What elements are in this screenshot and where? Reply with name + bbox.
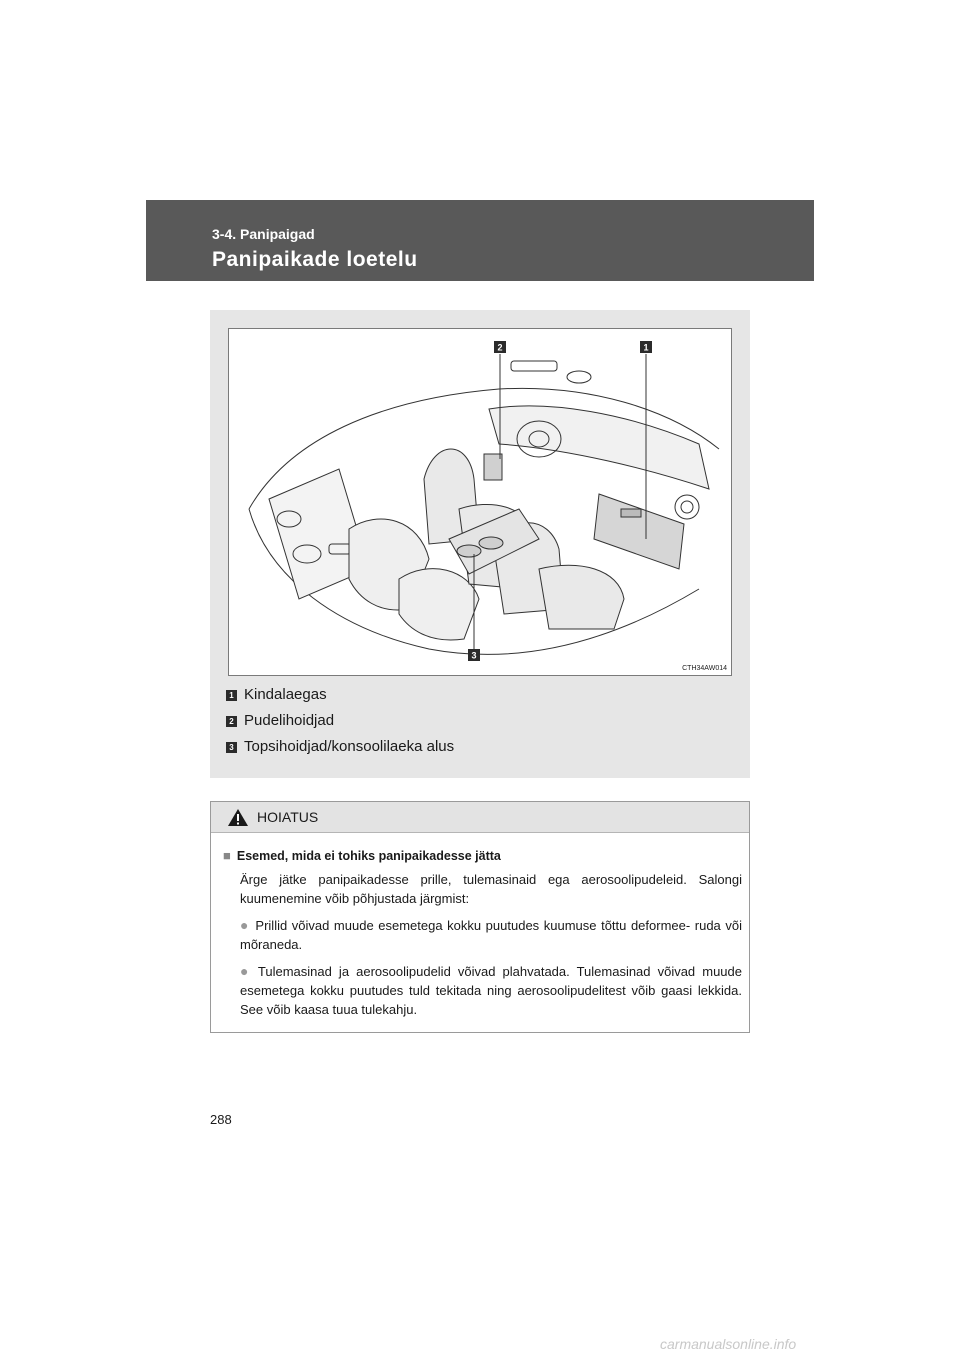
legend-item <box>226 708 454 734</box>
section-number: 3-4. Panipaigad <box>212 226 315 242</box>
legend-text: Topsihoidjad/konsoolilaeka alus <box>244 738 455 755</box>
legend-item <box>226 682 454 708</box>
warning-box <box>210 801 750 1033</box>
callout-1: 1 <box>643 342 649 353</box>
number-badge: 1 <box>226 690 237 701</box>
page-title: Panipaikade loetelu <box>212 248 418 271</box>
legend-text: Pudelihoidjad <box>244 712 335 729</box>
legend-item <box>226 734 454 760</box>
figure-panel <box>210 310 750 778</box>
callout-2: 2 <box>497 342 503 353</box>
car-interior-drawing <box>229 329 731 675</box>
warning-heading: ■ Esemed, mida ei tohiks panipaikadesse jätta <box>223 848 501 863</box>
footer-watermark: carmanualsonline.info <box>660 1336 797 1352</box>
square-bullet-icon: ■ <box>223 848 231 863</box>
legend-text: Kindalaegas <box>244 686 327 703</box>
page-number: 288 <box>210 1112 232 1127</box>
figure-legend <box>226 682 454 760</box>
warning-title: HOIATUS <box>257 809 319 825</box>
number-badge: 2 <box>226 716 237 727</box>
warning-bullet: ● Tulemasinad ja aerosoolipudelid võivad plahvatada. Tulemasinad võivad muude esemetega kokku puutudes tuld tekitada ning aerosoolipudelitest võib gaasi lekkida. See võib kaasa tuua tulekahju. <box>240 963 742 1017</box>
callout-3: 3 <box>471 650 477 661</box>
section-header <box>146 200 814 281</box>
warning-paragraph: Ärge jätke panipaikadesse prille, tulemasinaid ega aerosoolipudeleid. Salongi kuumenemine võib põhjustada järgmist: <box>240 872 742 906</box>
car-interior-illustration <box>228 328 732 676</box>
number-badge: 3 <box>226 742 237 753</box>
warning-bullet: ● Prillid võivad muude esemetega kokku puutudes kuumuse tõttu deformee- ruda või mõraneda. <box>240 917 742 952</box>
bullet-dot-icon: ● <box>240 917 250 933</box>
bullet-dot-icon: ● <box>240 963 252 979</box>
warning-triangle-icon <box>227 808 249 827</box>
image-code: CTH34AW014 <box>682 665 727 672</box>
warning-header <box>211 802 749 833</box>
